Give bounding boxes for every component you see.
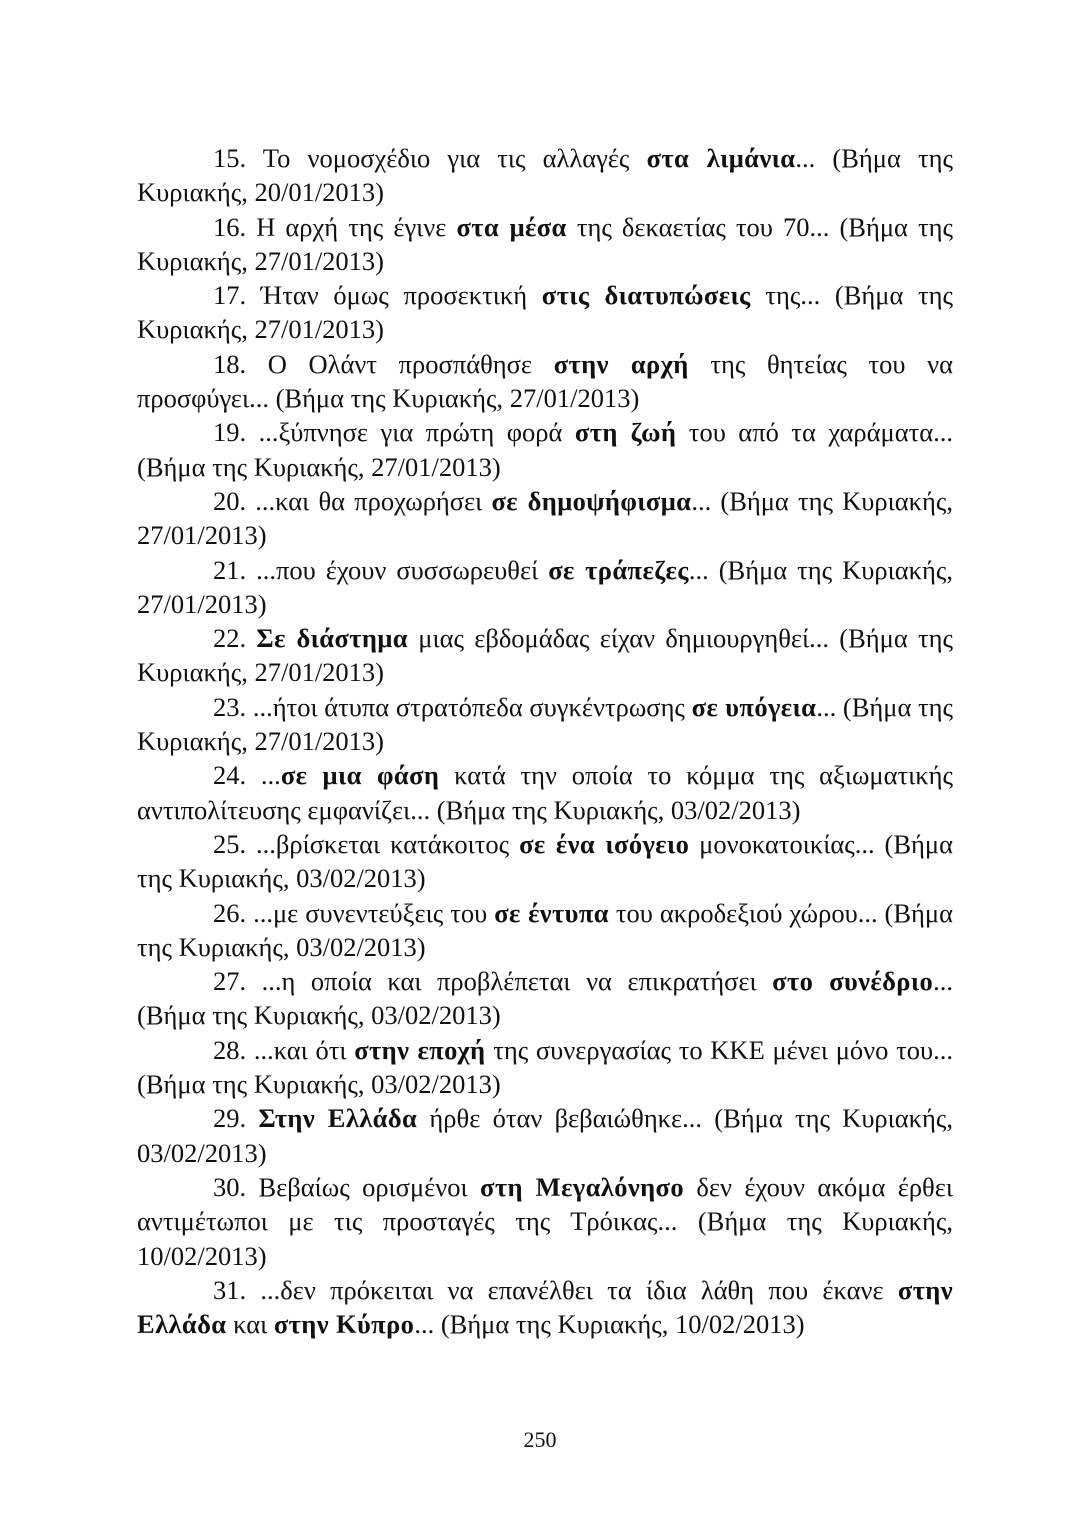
entry-text: μιας εβδομάδας είχαν δημιουργηθεί... (Βήμα της Κυριακής, 27/01/2013) — [137, 623, 953, 688]
example-entry — [137, 415, 953, 484]
entry-text: ... (Βήμα της Κυριακής, 27/01/2013) — [137, 554, 953, 619]
entry-text: 17. Ήταν όμως προσεκτική — [213, 280, 542, 311]
entry-text: της θητείας του να προσφύγει... (Βήμα της Κυριακής, 27/01/2013) — [137, 348, 953, 414]
example-entry — [137, 484, 953, 553]
entry-text: ... (Βήμα της Κυριακής, 27/01/2013) — [137, 691, 954, 757]
highlighted-phrase: στα μέσα — [456, 211, 567, 242]
entry-text: 28. ...και ότι — [213, 1034, 355, 1065]
highlighted-phrase: σε δημοψήφισμα — [491, 485, 692, 516]
example-entry — [137, 210, 953, 279]
example-entry — [137, 621, 953, 690]
entry-text: ... (Βήμα της Κυριακής, 20/01/2013) — [137, 143, 953, 208]
example-entry — [137, 1273, 953, 1342]
entry-text: και — [226, 1309, 274, 1340]
example-entry — [137, 758, 953, 827]
entry-text: της συνεργασίας το ΚΚΕ μένει μόνο του... (Βήμα της Κυριακής, 03/02/2013) — [137, 1034, 953, 1100]
entry-text: της δεκαετίας του 70... (Βήμα της Κυριακής, 27/01/2013) — [137, 211, 953, 276]
entry-text: μονοκατοικίας... (Βήμα της Κυριακής, 03/02/2013) — [137, 828, 953, 894]
entry-text: ... (Βήμα της Κυριακής, 27/01/2013) — [137, 485, 953, 551]
example-entry — [137, 1170, 953, 1273]
entry-text: 16. Η αρχή της έγινε — [213, 211, 457, 242]
entry-text: 19. ...ξύπνησε για πρώτη φορά — [213, 417, 575, 448]
entry-text: 30. Βεβαίως ορισμένοι — [213, 1171, 481, 1202]
entry-text: 24. ... — [213, 760, 281, 791]
entry-text: 21. ...που έχουν συσσωρευθεί — [213, 554, 549, 585]
entry-text: 23. ...ήτοι άτυπα στρατόπεδα συγκέντρωσης — [213, 691, 692, 722]
highlighted-phrase: σε έντυπα — [494, 897, 609, 928]
entry-text: 22. — [213, 623, 257, 654]
highlighted-phrase: Στην Ελλάδα — [258, 1103, 418, 1134]
highlighted-phrase: σε τράπεζες — [548, 554, 689, 585]
entry-text: 20. ...και θα προχωρήσει — [213, 485, 492, 516]
entry-text: δεν έχουν ακόμα έρθει αντιμέτωποι με τις προσταγές της Τρόικας... (Βήμα της Κυριακής, 10/02/2013) — [137, 1171, 954, 1271]
entry-text: ήρθε όταν βεβαιώθηκε... (Βήμα της Κυριακής, 03/02/2013) — [137, 1103, 954, 1168]
highlighted-phrase: στις διατυπώσεις — [541, 280, 751, 311]
entry-text: ... (Βήμα της Κυριακής, 03/02/2013) — [137, 966, 953, 1031]
highlighted-phrase: στο συνέδριο — [772, 966, 934, 997]
highlighted-phrase: στην αρχή — [553, 348, 689, 379]
entry-text: 27. ...η οποία και προβλέπεται να επικρατήσει — [213, 966, 773, 997]
highlighted-phrase: στα λιμάνια — [646, 143, 796, 173]
highlighted-phrase: σε μια φάση — [280, 760, 440, 791]
example-entry — [137, 690, 953, 759]
example-entry — [137, 1101, 953, 1170]
entry-text: 25. ...βρίσκεται κατάκοιτος — [213, 828, 520, 859]
example-entry — [137, 896, 953, 965]
highlighted-phrase: στην Ελλάδα — [137, 1274, 953, 1340]
example-entry — [137, 827, 953, 896]
entry-text: ... (Βήμα της Κυριακής, 10/02/2013) — [414, 1309, 805, 1340]
example-list — [137, 141, 953, 1341]
highlighted-phrase: στη Μεγαλόνησο — [480, 1171, 685, 1202]
example-entry — [137, 278, 953, 347]
example-entry — [137, 141, 953, 210]
entry-text: 15. Το νομοσχέδιο για τις αλλαγές — [213, 143, 647, 173]
entry-text: 26. ...με συνεντεύξεις του — [213, 897, 495, 928]
entry-text: 29. — [213, 1103, 259, 1134]
highlighted-phrase: στην Κύπρο — [273, 1309, 415, 1340]
entry-text: της... (Βήμα της Κυριακής, 27/01/2013) — [137, 280, 954, 345]
entry-text: του από τα χαράματα... (Βήμα της Κυριακής, 27/01/2013) — [137, 417, 953, 482]
example-entry — [137, 553, 953, 622]
entry-text: 18. Ο Ολάντ προσπάθησε — [213, 348, 554, 379]
entry-text: του ακροδεξιού χώρου... (Βήμα της Κυριακής, 03/02/2013) — [137, 897, 954, 962]
example-entry — [137, 1033, 953, 1102]
page-number: 250 — [523, 1427, 557, 1452]
highlighted-phrase: στη ζωή — [574, 417, 677, 448]
highlighted-phrase: σε υπόγεια — [691, 691, 817, 722]
highlighted-phrase: σε ένα ισόγειο — [519, 828, 690, 859]
example-entry — [137, 347, 953, 416]
entry-text: 31. ...δεν πρόκειται να επανέλθει τα ίδια λάθη που έκανε — [213, 1274, 898, 1305]
highlighted-phrase: στην εποχή — [354, 1034, 486, 1065]
entry-text: κατά την οποία το κόμμα της αξιωματικής αντιπολίτευσης εμφανίζει... (Βήμα της Κυριακής, 03/02/2013) — [137, 760, 953, 825]
example-entry — [137, 964, 953, 1033]
highlighted-phrase: Σε διάστημα — [256, 623, 408, 654]
